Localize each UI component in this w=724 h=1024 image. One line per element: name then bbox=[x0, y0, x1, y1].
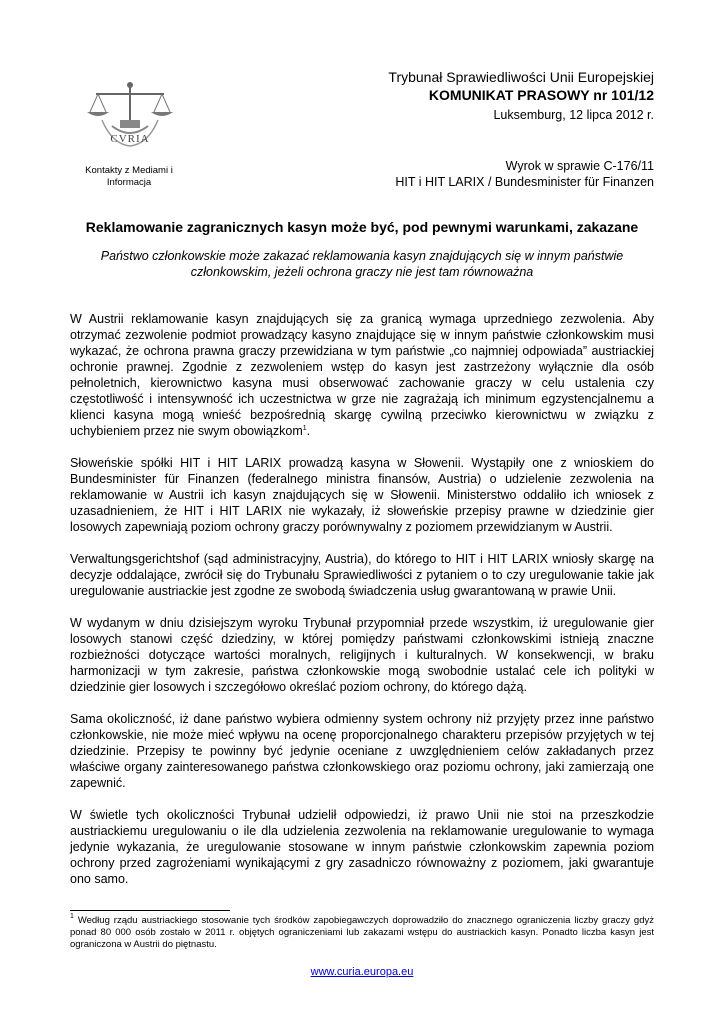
press-release-number: KOMUNIKAT PRASOWY nr 101/12 bbox=[428, 87, 654, 103]
footnote bbox=[70, 915, 654, 951]
case-parties: HIT i HIT LARIX / Bundesminister für Finanzen bbox=[395, 175, 654, 189]
court-name: Trybunał Sprawiedliwości Unii Europejskiej bbox=[388, 69, 654, 85]
footer bbox=[0, 966, 724, 978]
media-contacts-label bbox=[70, 165, 188, 189]
paragraph-1-end: . bbox=[306, 424, 311, 438]
svg-text:CVRIA: CVRIA bbox=[110, 133, 150, 145]
judgment-case: Wyrok w sprawie C-176/11 bbox=[505, 159, 654, 173]
footnote-divider bbox=[70, 910, 230, 911]
article-body bbox=[70, 311, 654, 903]
paragraph-2: Słoweńskie spółki HIT i HIT LARIX prowadzą kasyna w Słowenii. Wystąpiły one z wnioskiem do Bundesminister für Finanzen (federalnego ministra finansów, Austria) o udzielenie zezwolenia na reklamowanie w Austrii ich kasyn znajdujących się w Słowenii. Ministerstwo oddaliło ich wniosek z uzasadnieniem, że HIT i HIT LARIX nie wykazały, iż słoweńskie przepisy prawne w dziedzinie gier losowych zapewniają poziom ochrony graczy porównywalny z poziomem przewidzianym w Austrii. bbox=[70, 456, 654, 534]
paragraph-1-text: W Austrii reklamowanie kasyn znajdujących się za granicą wymaga uprzedniego zezwolenia. Aby otrzymać zezwolenie podmiot prowadzący kasyno znajdujące się w innym państwie członkowskim musi wykazać, że ochrona prawna graczy przewidziana w tym państwie „co najmniej odpowiada” austriackiej ochronie prawnej. Zgodnie z zezwoleniem wstęp do kasyn jest zastrzeżony wyłącznie dla osób pełnoletnich, kierownictwo kasyna musi obserwować zachowanie graczy w celu ustalenia czy częstotliwość i intensywność ich uczestnictwa w grze nie zagrażają ich minimum egzystencjalnemu a klienci kasyna mogą wnieść bezpośrednią skargę cywilną przeciwko kierownictwu w związku z uchybieniem przez nie swym obowiązkom bbox=[70, 312, 654, 438]
contacts-line-1: Kontakty z Mediami i bbox=[85, 165, 173, 176]
contacts-line-2: Informacja bbox=[106, 177, 152, 188]
case-reference bbox=[395, 158, 654, 190]
headline: Reklamowanie zagranicznych kasyn może być, pod pewnymi warunkami, zakazane bbox=[85, 219, 639, 235]
press-header bbox=[388, 68, 654, 126]
paragraph-4: W wydanym w dniu dzisiejszym wyroku Trybunał przypomniał przede wszystkim, iż uregulowanie gier losowych stanowi część dziedziny, w której pomiędzy państwami członkowskimi istnieją znaczne rozbieżności dotyczące wartości moralnych, religijnych i kulturalnych. W konsekwencji, w braku harmonizacji w tym zakresie, państwa członkowskie mogą swobodnie ustalać cele ich polityki w dziedzinie gier losowych i szczegółowo określać poziom ochrony, do którego dążą. bbox=[70, 616, 654, 694]
court-logo bbox=[82, 80, 178, 158]
paragraph-1 bbox=[70, 311, 654, 439]
subtitle: Państwo członkowskie może zakazać reklamowania kasyn znajdujących się w innym państwie członkowskim, jeżeli ochrona graczy nie jest tam równoważna bbox=[100, 249, 624, 279]
paragraph-6: W świetle tych okoliczności Trybunał udzielił odpowiedzi, iż prawo Unii nie stoi na przeszkodzie austriackiemu uregulowaniu o ile dla udzielenia zezwolenia na reklamowanie uregulowanie to wymaga jedynie wykazania, że uregulowanie stosowane w innym państwie członkowskim zapewnia poziom ochrony przed zagrożeniami wynikającymi z gry zasadniczo równoważny z poziomem, jaki gwarantuje ono samo. bbox=[70, 808, 654, 886]
footnote-number: 1 bbox=[70, 913, 74, 920]
footnote-ref[interactable]: 1 bbox=[302, 425, 307, 432]
footnote-text: Według rządu austriackiego stosowanie tych środków zapobiegawczych doprowadziło do znacznego ograniczenia liczby graczy gdyż ponad 80 000 osób zostało w 2011 r. objętych ograniczeniami lub zakazami wstępu do austriackich kasyn. Ponadto liczba kasyn jest ograniczona w Austrii do piętnastu. bbox=[70, 915, 654, 950]
curia-website-link[interactable]: www.curia.europa.eu bbox=[310, 966, 414, 978]
place-date: Luksemburg, 12 lipca 2012 r. bbox=[493, 108, 654, 122]
paragraph-3: Verwaltungsgerichtshof (sąd administracyjny, Austria), do którego to HIT i HIT LARIX wniosły skargę na decyzje oddalające, zwrócił się do Trybunału Sprawiedliwości z pytaniem o to czy uregulowanie takie jak uregulowanie austriackie jest zgodne ze swobodą świadczenia usług gwarantowaną w prawie Unii. bbox=[70, 552, 654, 598]
scales-of-justice-icon bbox=[82, 80, 178, 158]
paragraph-5: Sama okoliczność, iż dane państwo wybiera odmienny system ochrony niż przyjęty przez inne państwo członkowskie, nie może mieć wpływu na ocenę proporcjonalnego charakteru przepisów przyjętych w tej dziedzinie. Przepisy te powinny być jedynie oceniane z uwzględnieniem celów zakładanych przez właściwe organy zainteresowanego państwa członkowskiego oraz poziomu ochrony, jaki zamierzają one zapewnić. bbox=[70, 712, 654, 790]
